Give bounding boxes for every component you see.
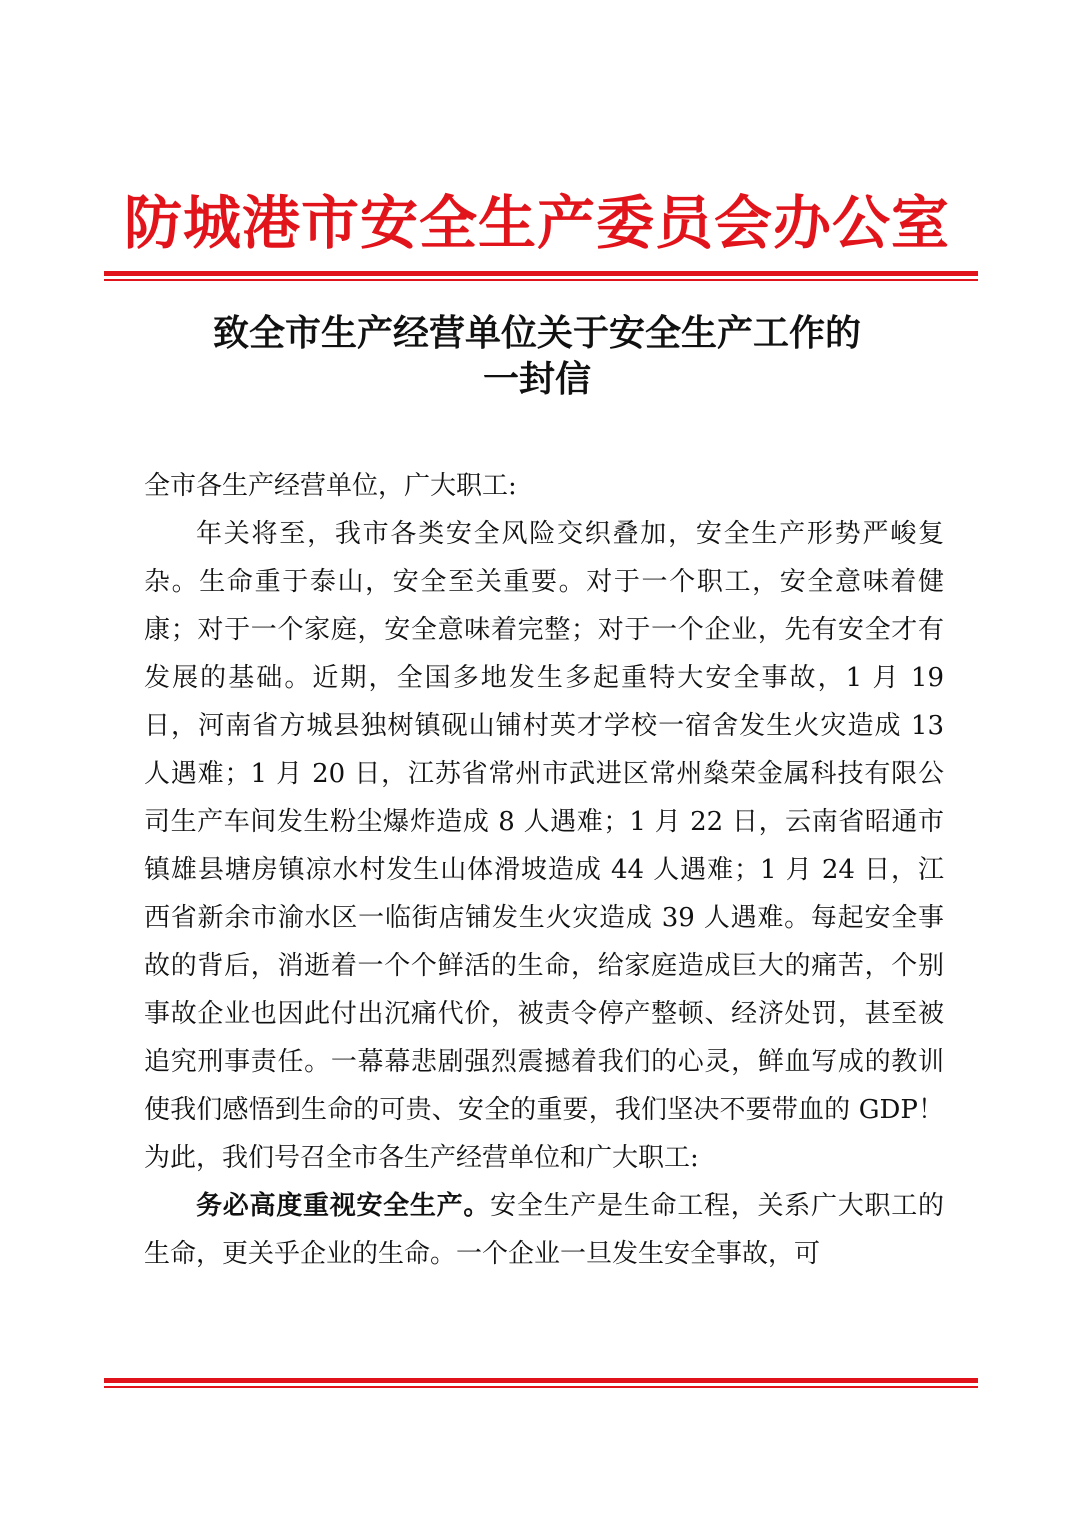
letterhead-top-rule <box>104 271 978 281</box>
letterhead-org-name: 防城港市安全生产委员会办公室 <box>123 189 950 257</box>
paragraph-2 <box>144 1182 944 1278</box>
footer-rule <box>104 1378 978 1388</box>
paragraph-2-text: 安全生产是生命工程，关系广大职工的生命，更关乎企业的生命。一个企业一旦发生安全事故，可 <box>144 1191 944 1269</box>
document-title-line-2: 一封信 <box>482 358 591 400</box>
document-title <box>0 310 1074 402</box>
salutation: 全市各生产经营单位，广大职工: <box>144 471 517 501</box>
document-title-line-1: 致全市生产经营单位关于安全生产工作的 <box>212 312 861 354</box>
paragraph-1: 年关将至，我市各类安全风险交织叠加，安全生产形势严峻复杂。生命重于泰山，安全至关重要。对于一个职工，安全意味着健康；对于一个家庭，安全意味着完整；对于一个企业，先有安全才有发展的基础。近期，全国多地发生多起重特大安全事故，1 月 19 日，河南省方城县独树镇砚山铺村英才学校一宿舍发生火灾造成 13 人遇难；1 月 20 日，江苏省常州市武进区常州燊荣金属科技有限公司生产车间发生粉尘爆炸造成 8 人遇难；1 月 22 日，云南省昭通市镇雄县塘房镇凉水村发生山体滑坡造成 44 人遇难；1 月 24 日，江西省新余市渝水区一临街店铺发生火灾造成 39 人遇难。每起安全事故的背后，消逝着一个个鲜活的生命，给家庭造成巨大的痛苦，个别事故企业也因此付出沉痛代价，被责令停产整顿、经济处罚，甚至被追究刑事责任。一幕幕悲剧强烈震撼着我们的心灵，鲜血写成的教训使我们感悟到生命的可贵、安全的重要，我们坚决不要带血的 GDP！为此，我们号召全市各生产经营单位和广大职工: <box>144 519 944 1173</box>
document-body <box>144 462 944 1278</box>
paragraph-2-lead: 务必高度重视安全生产。 <box>196 1191 491 1221</box>
